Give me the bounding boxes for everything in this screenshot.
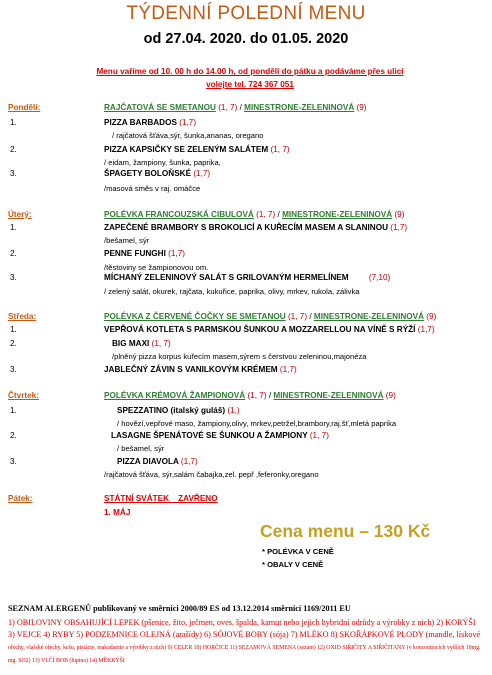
page-title: TÝDENNÍ POLEDNÍ MENU [126,3,366,24]
day-monday: Pondělí: [8,103,41,112]
dish-description: / eidam, žampiony, šunka, paprika, [104,158,221,167]
soup-separator: / [277,210,280,219]
dish-number: 2. [10,431,17,440]
dish-description: /plněný pizza korpus kuřecím masem,sýrem s čerstvou zeleninou,majonéza [112,352,367,361]
allergen-list-part-2: ořechy, vlašské ořechy, kešu, pistácie, makadamie a výrobky z nich) 9) CELER 10) HORČICE 11) SEZAMOVÁ SEMENA (sezam) 12) OXID SIŘIČITÝ A SIŘIČITANY (v koncentracích vyšších 10mg. mg. SO2) 13) VLČÍ BOB (lupina) 14) MĚKKÝŠI [8,645,481,664]
dish-title [104,273,390,282]
soup-1-allergens: (1, 7) [218,103,238,112]
dish-title [112,339,171,348]
dish-description: / hovězí,vepřové maso, žampiony,olivy, mrkev,petržel,brambory,raj.šť,mletá paprika [117,419,397,428]
dish-title [104,118,196,127]
dish-name: ŠPAGETY BOLOŇSKÉ [104,169,192,178]
dish-name: PIZZA KAPSIČKY SE ZELENÝM SALÁTEM [104,145,269,154]
dish-allergens: (1, 7) [151,339,171,348]
dish-number: 3. [10,273,17,282]
soup-1: POLÉVKA KRÉMOVÁ ŽAMPIONOVÁ [104,391,246,400]
day-thursday: Čtvrtek: [8,391,39,400]
price-note-soup: * POLÉVKA V CENĚ [262,547,334,556]
soup-separator: / [309,312,312,321]
dish-number: 3. [10,169,17,178]
day-wednesday: Středa: [8,312,37,321]
dish-description: /těstoviny se žampionovou om. [104,263,209,272]
dish-allergens: (1,7) [279,365,297,374]
date-range: od 27.04. 2020. do 01.05. 2020 [143,31,349,47]
dish-allergens: (1,7) [168,249,185,258]
dish-title [104,325,435,334]
day-tuesday: Úterý: [8,210,32,219]
dish-allergens: (7,10) [368,273,391,282]
soup-1-allergens: (1, 7) [287,312,308,321]
soup-1: POLÉVKA FRANCOUZSKÁ CIBULOVÁ [104,210,254,219]
soup-2: MINESTRONE-ZELENINOVÁ [244,103,355,112]
soup-1-allergens: (1, 7) [247,391,267,400]
dish-allergens: (1,7) [390,223,408,232]
dish-title [117,406,240,415]
soup-2: MINESTRONE-ZELENINOVÁ [282,210,393,219]
dish-description: /rajčatová šťáva, sýr,salám čabajka,zel. pepř ,feferonky,oregano [104,470,319,479]
soup-2: MINESTRONE-ZELENINOVÁ [313,312,425,321]
dish-allergens: (1,7) [179,118,197,127]
dish-allergens: (1,7) [417,325,435,334]
soup-2-allergens: (9) [356,103,367,112]
soup-2-allergens: (9) [385,391,396,400]
dish-title [117,457,198,466]
dish-description: /masová směs v raj. omáčce [104,184,201,193]
soup-separator: / [268,391,272,400]
dish-number: 3. [10,457,17,466]
soup-line-thursday [104,391,396,400]
dish-name: PENNE FUNGHI [104,249,166,258]
dish-name: PIZZA DIAVOLA [117,457,179,466]
dish-description: / zelený salát, okurek, rajčata, kukuřice, paprika, olivy, mrkev, rukola, zálivka [104,287,360,296]
holiday-name: 1. MÁJ [104,508,131,517]
soup-separator: / [239,103,242,112]
dish-number: 1. [10,325,17,334]
dish-title [104,223,407,232]
soup-2: MINESTRONE-ZELENINOVÁ [273,391,384,400]
soup-line-wednesday [104,312,436,321]
dish-description: / rajčatová šťáva,sýr, šunka,ananas, oregano [112,131,264,140]
dish-number: 2. [10,249,17,258]
dish-allergens: (1,7) [193,169,211,178]
dish-number: 3. [10,365,17,374]
dish-name: ZAPEČENÉ BRAMBORY S BROKOLICÍ A KUŘECÍM MASEM A SLANINOU [104,223,388,232]
dish-title [104,249,185,258]
price-note-packaging: * OBALY V CENĚ [262,560,324,569]
dish-number: 2. [10,145,17,154]
dish-number: 1. [10,223,17,232]
allergen-list [8,617,484,667]
dish-allergens: (1,) [227,406,240,415]
dish-name: PIZZA BARBADOS [104,118,177,127]
dish-allergens: (1,7) [180,457,198,466]
dish-name: MÍCHANÝ ZELENINOVÝ SALÁT S GRILOVANÝM HERMELÍNEM [104,273,349,282]
dish-title [104,145,290,154]
dish-title [104,365,297,374]
allergen-list-title: SEZNAM ALERGENŮ publikovaný ve směrnici 2000/89 ES od 13.12.2014 směrnicí 1169/2011 EU [8,604,351,613]
soup-line-tuesday [104,210,404,219]
dish-name: SPEZZATINO (italský guláš) [117,406,226,415]
notice-phone: volejte tel. 724 367 051 [206,80,294,89]
menu-price: Cena menu – 130 Kč [260,521,431,541]
dish-title [104,169,210,178]
notice-hours: Menu vaříme od 10. 00 h do 14.00 h, od pondělí do pátku a podáváme přes ulici [96,67,404,76]
soup-2-allergens: (9) [426,312,437,321]
soup-2-allergens: (9) [394,210,405,219]
dish-allergens: (1, 7) [309,431,329,440]
dish-name: LASAGNE ŠPENÁTOVÉ SE ŠUNKOU A ŽAMPIONY [111,431,308,440]
dish-description: / bešamel, sýr [117,444,165,453]
dish-name: BIG MAXI [112,339,150,348]
soup-1: POLÉVKA Z ČERVENÉ ČOČKY SE SMETANOU [104,312,286,321]
dish-description: /bešamel, sýr [104,236,150,245]
dish-title [111,431,329,440]
dish-name: JABLEČNÝ ZÁVIN S VANILKOVÝM KRÉMEM [104,365,278,374]
dish-number: 1. [10,406,17,415]
allergen-list-part-1: 1) OBILOVINY OBSAHUJÍCÍ LEPEK (pšenice, žito, ječmen, oves. špalda, kamut nebo jejich hybridní odrůdy a výrobky z nich) 2) KORÝŠI 3) VEJCE 4) RYBY 5) PODZEMNICE OLEJNÁ (arašídy) 6) SÓJOVÉ BOBY (sója) 7) MLÉKO 8) SKOŘÁPKOVÉ PLODY (mandle, lískové [8,618,481,639]
soup-line-monday [104,103,367,112]
dish-allergens: (1, 7) [270,145,290,154]
dish-number: 1. [10,118,17,127]
dish-number: 2. [10,339,17,348]
soup-1: RAJČATOVÁ SE SMETANOU [104,103,216,112]
soup-1-allergens: (1, 7) [256,210,276,219]
holiday-notice: STÁTNÍ SVÁTEK ZAVŘENO [104,494,218,503]
ordering-notice [60,65,440,91]
day-friday: Pátek: [8,494,33,503]
dish-name: VEPŘOVÁ KOTLETA S PARMSKOU ŠUNKOU A MOZZARELLOU NA VÍNĚ S RÝŽÍ [104,325,416,334]
